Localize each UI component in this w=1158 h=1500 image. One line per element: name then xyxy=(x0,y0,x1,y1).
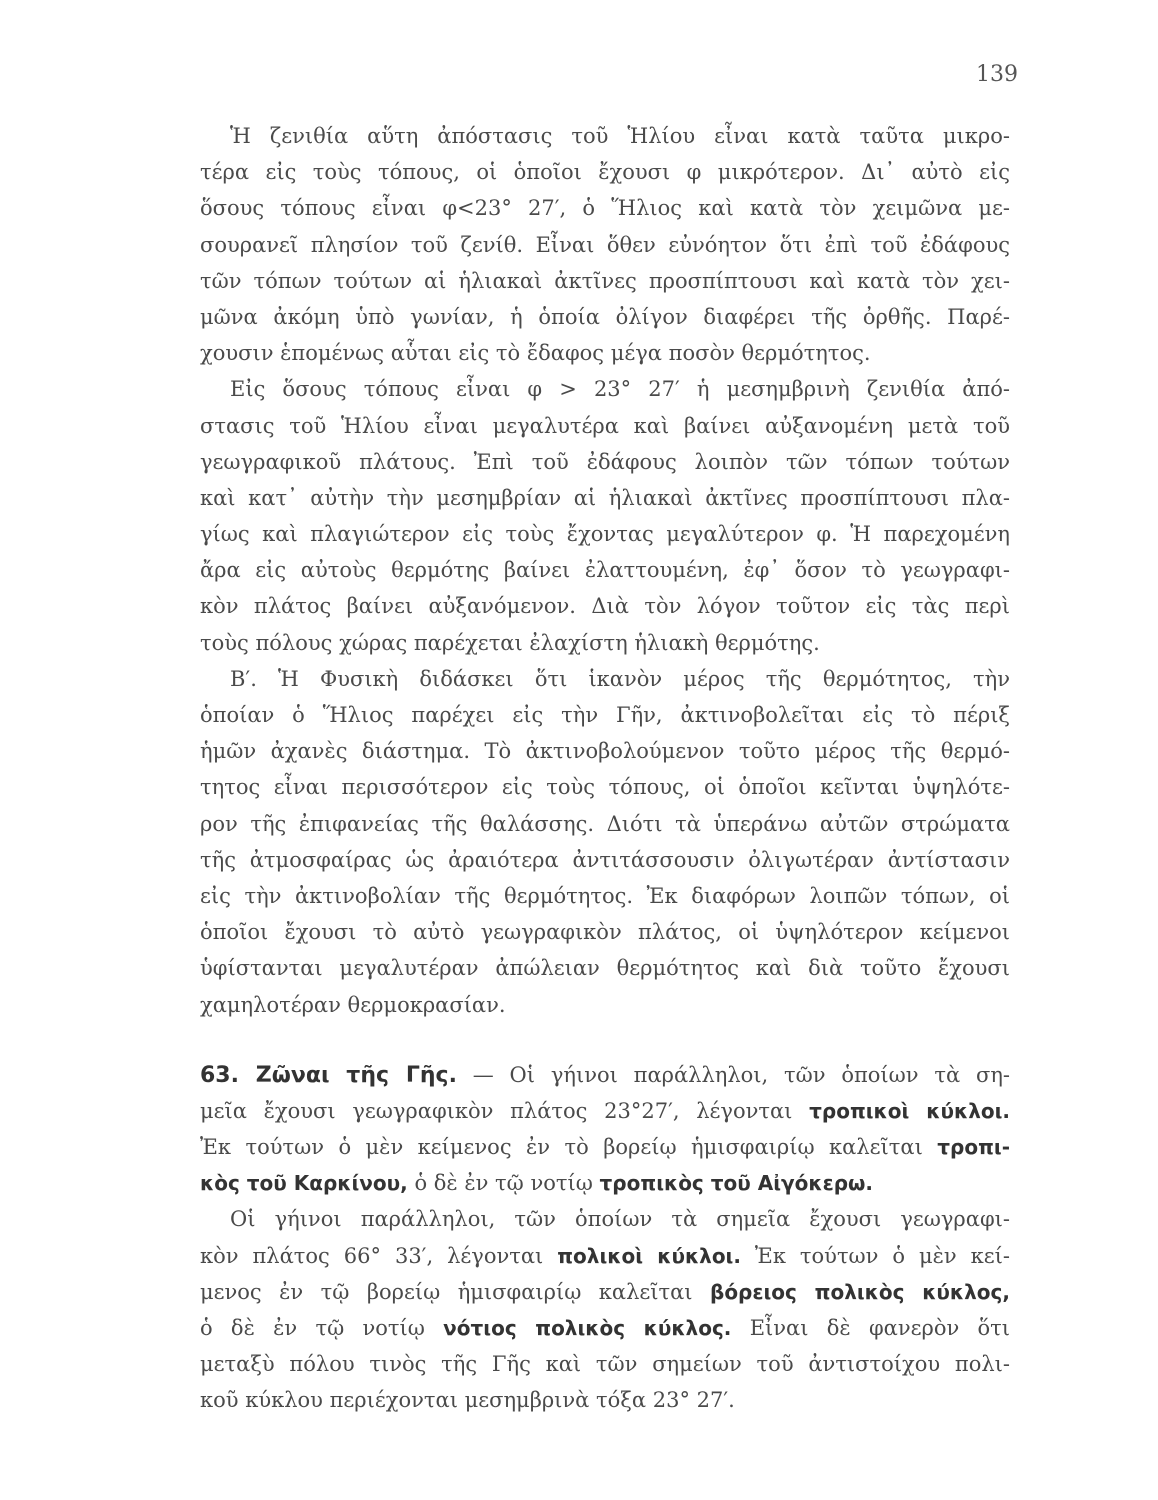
bold-term: πολικοὶ κύκλοι. xyxy=(557,1243,741,1268)
text-line: ἄρα εἰς αὐτοὺς θερμότης βαίνει ἐλαττουμένη, ἐφ᾽ ὅσον τὸ γεωγραφι- xyxy=(200,558,1010,583)
text-line: εἰς τὴν ἀκτινοβολίαν τῆς θερμότητος. Ἐκ διαφόρων λοιπῶν τόπων, οἱ xyxy=(200,883,1010,908)
text-line: τητος εἶναι περισσότερον εἰς τοὺς τόπους, οἱ ὁποῖοι κεῖνται ὑψηλότε- xyxy=(200,775,1010,800)
text-line: ὁ δὲ ἐν τῷ νοτίῳ νότιος πολικὸς κύκλος. Εἶναι δὲ φανερὸν ὅτι xyxy=(200,1316,1010,1340)
text-line: στασις τοῦ Ἡλίου εἶναι μεγαλυτέρα καὶ βαίνει αὐξανομένη μετὰ τοῦ xyxy=(200,413,1010,438)
bold-term: νότιος πολικὸς κύκλος. xyxy=(443,1316,732,1340)
page-number: 139 xyxy=(976,62,1018,87)
text-line: τέρα εἰς τοὺς τόπους, οἱ ὁποῖοι ἔχουσι φ μικρότερον. Δι᾽ αὐτὸ εἰς xyxy=(200,160,1010,185)
text-line: μῶνα ἀκόμη ὑπὸ γωνίαν, ἡ ὁποία ὀλίγον διαφέρει τῆς ὀρθῆς. Παρέ- xyxy=(200,304,1010,329)
paragraph-5 xyxy=(200,1201,1010,1418)
text-line: χουσιν ἑπομένως αὗται εἰς τὸ ἔδαφος μέγα ποσὸν θερμότητος. xyxy=(200,341,871,366)
paragraph-2 xyxy=(200,371,1010,661)
text-line: μεῖα ἔχουσι γεωγραφικὸν πλάτος 23°27′, λέγονται τροπικοὶ κύκλοι. xyxy=(200,1098,1010,1123)
text-line: χαμηλοτέραν θερμοκρασίαν. xyxy=(200,992,506,1017)
text-line: Ἐκ τούτων ὁ μὲν κείμενος ἐν τὸ βορείῳ ἡμισφαιρίῳ καλεῖται τροπι- xyxy=(200,1135,1010,1160)
page-body xyxy=(200,118,1010,1419)
text-line: Ἡ ζενιθία αὕτη ἀπόστασις τοῦ Ἡλίου εἶναι κατὰ ταῦτα μικρο- xyxy=(230,124,1010,148)
text-line: μεταξὺ πόλου τινὸς τῆς Γῆς καὶ τῶν σημείων τοῦ ἀντιστοίχου πολι- xyxy=(200,1352,1010,1377)
text-line: 63. Ζῶναι τῆς Γῆς. — Οἱ γήινοι παράλληλοι, τῶν ὁποίων τὰ ση- xyxy=(200,1062,1010,1088)
text-line: ρον τῆς ἐπιφανείας τῆς θαλάσσης. Διότι τὰ ὑπεράνω αὐτῶν στρώματα xyxy=(200,811,1010,836)
paragraph-1 xyxy=(200,118,1010,371)
bold-term: βόρειος πολικὸς κύκλος, xyxy=(710,1279,1010,1304)
text-line: καὶ κατ᾽ αὐτὴν τὴν μεσημβρίαν αἱ ἡλιακαὶ ἀκτῖνες προσπίπτουσι πλα- xyxy=(200,485,1010,510)
text-line: ὅσους τόπους εἶναι φ<23° 27′, ὁ Ἥλιος καὶ κατὰ τὸν χειμῶνα με- xyxy=(200,196,1010,221)
text-line: ὁποίαν ὁ Ἥλιος παρέχει εἰς τὴν Γῆν, ἀκτινοβολεῖται εἰς τὸ πέριξ xyxy=(200,703,1010,727)
bold-term: κὸς τοῦ Καρκίνου, xyxy=(200,1171,408,1196)
text-line: Οἱ γήινοι παράλληλοι, τῶν ὁποίων τὰ σημεῖα ἔχουσι γεωγραφι- xyxy=(230,1207,1010,1232)
text-line: κὸν πλάτος 66° 33′, λέγονται πολικοὶ κύκλοι. Ἐκ τούτων ὁ μὲν κεί- xyxy=(200,1243,1010,1268)
text-line: τῆς ἀτμοσφαίρας ὡς ἀραιότερα ἀντιτάσσουσιν ὀλιγωτέραν ἀντίστασιν xyxy=(200,847,1010,872)
text-line: σουρανεῖ πλησίον τοῦ ζενίθ. Εἶναι ὅθεν εὐνόητον ὅτι ἐπὶ τοῦ ἐδάφους xyxy=(200,232,1010,257)
text-line: κοῦ κύκλου περιέχονται μεσημβρινὰ τόξα 23° 27′. xyxy=(200,1388,735,1413)
text-line: κὸς τοῦ Καρκίνου, ὁ δὲ ἐν τῷ νοτίῳ τροπικὸς τοῦ Αἰγόκερω. xyxy=(200,1171,873,1196)
bold-term: τροπικὸς τοῦ Αἰγόκερω. xyxy=(599,1171,873,1196)
text-line: κὸν πλάτος βαίνει αὐξανόμενον. Διὰ τὸν λόγον τοῦτον εἰς τὰς περὶ xyxy=(200,594,1010,619)
text-line: τῶν τόπων τούτων αἱ ἡλιακαὶ ἀκτῖνες προσπίπτουσι καὶ κατὰ τὸν χει- xyxy=(200,268,1010,293)
section-heading: 63. Ζῶναι τῆς Γῆς. xyxy=(200,1062,457,1088)
bold-term: τροπικοὶ κύκλοι. xyxy=(809,1098,1010,1123)
paragraph-3 xyxy=(200,661,1010,1023)
text-line: ὁποῖοι ἔχουσι τὸ αὐτὸ γεωγραφικὸν πλάτος, οἱ ὑψηλότερον κείμενοι xyxy=(200,920,1010,945)
text-line: τοὺς πόλους χώρας παρέχεται ἐλαχίστη ἡλιακὴ θερμότης. xyxy=(200,630,820,655)
text-line: μενος ἐν τῷ βορείῳ ἡμισφαιρίῳ καλεῖται βόρειος πολικὸς κύκλος, xyxy=(200,1279,1010,1304)
text-line: γεωγραφικοῦ πλάτους. Ἐπὶ τοῦ ἐδάφους λοιπὸν τῶν τόπων τούτων xyxy=(200,449,1010,474)
text-line: Β′. Ἡ Φυσικὴ διδάσκει ὅτι ἱκανὸν μέρος τῆς θερμότητος, τὴν xyxy=(230,666,1010,691)
text-line: ὑφίστανται μεγαλυτέραν ἀπώλειαν θερμότητος καὶ διὰ τοῦτο ἔχουσι xyxy=(200,956,1010,981)
text-line: Εἰς ὅσους τόπους εἶναι φ > 23° 27′ ἡ μεσημβρινὴ ζενιθία ἀπό- xyxy=(230,377,1010,402)
section-63 xyxy=(200,1057,1010,1202)
text-line: ἡμῶν ἀχανὲς διάστημα. Τὸ ἀκτινοβολούμενον τοῦτο μέρος τῆς θερμό- xyxy=(200,739,1010,764)
bold-term: τροπι- xyxy=(937,1135,1010,1160)
text-line: γίως καὶ πλαγιώτερον εἰς τοὺς ἔχοντας μεγαλύτερον φ. Ἡ παρεχομένη xyxy=(200,522,1010,547)
